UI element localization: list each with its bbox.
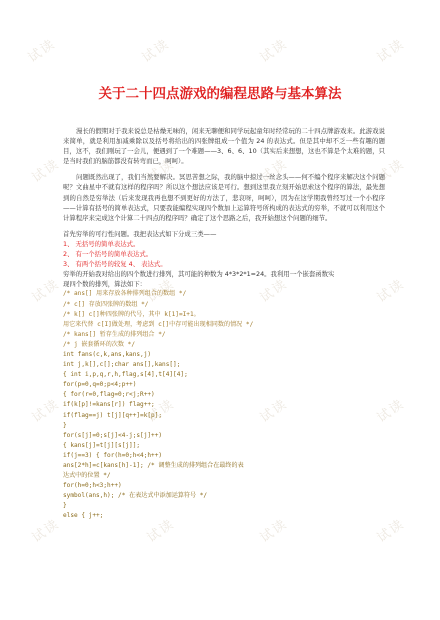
code-line: symbol(ans,h); /* 在表达式中添加运算符号 */: [63, 492, 208, 500]
watermark: 试读: [374, 276, 408, 306]
code-line: ans[2*h]=c[kans[h]-1]; /* 调整生成的排列组合在最终的表: [63, 462, 244, 469]
text-lines: [63, 229, 385, 522]
watermark: 试读: [29, 276, 63, 306]
code-line: }: [63, 502, 67, 510]
watermark: 试读: [29, 156, 63, 186]
watermark: 试读: [374, 396, 408, 426]
watermark: 试读: [257, 36, 291, 66]
watermark: 试读: [144, 396, 178, 426]
watermark: 试读: [25, 36, 59, 66]
code-comment-line: 用它来代替 c[I]做处理，考虑到 c[]中存可能出现相同数的情况 */: [63, 320, 254, 328]
watermark: 试读: [29, 516, 63, 546]
watermark: 试读: [29, 396, 63, 426]
code-line: if(flag==j) t[j][q++]=k[p];: [63, 411, 163, 419]
code-line: for(s[j]=0;s[j]<4-j;s[j]++): [63, 431, 163, 439]
code-comment-line: /* ans[] 用来存放各种排列组合的数组 */: [63, 290, 187, 298]
code-comment-line: /* j 嵌套循环的次数 */: [63, 340, 136, 348]
code-line: int fans(c,k,ans,kans,j): [63, 350, 152, 358]
watermark: 试读: [144, 156, 178, 186]
list-item: 2、 有一个括号的简单表达式。: [63, 250, 153, 259]
code-line: if(j==3) { for(h=0;h<4;h++): [63, 451, 163, 459]
code-line: 达式中的位置 */: [63, 472, 111, 480]
watermark: 试读: [139, 36, 173, 66]
code-line: if(k[p]!=kans[r]) flag++;: [63, 401, 155, 409]
code-comment-line: /* kans[] 暂存生成的排列组合 */: [63, 330, 166, 338]
code-line: { kans[j]=t[j][s[j]];: [63, 441, 141, 449]
text-line: 穷举的开始我对给出的四个数进行排列，其可能的种数为 4*3*2*1=24。我利用一个嵌套函数实: [63, 270, 335, 279]
watermark: 试读: [257, 396, 291, 426]
list-item: 1、 无括号的简单表达式。: [63, 239, 140, 248]
code-line: }: [63, 421, 67, 429]
code-line: { int i,p,q,r,h,flag,s[4],t[4][4];: [63, 371, 188, 379]
code-comment-line: /* k[] c[]种四张牌的代号，其中 k[1]=I+1。: [63, 310, 200, 318]
watermark: 试读: [374, 156, 408, 186]
watermark: 试读: [257, 516, 291, 546]
code-line: { for(r=0,flag=0;r<j;R++): [63, 391, 155, 399]
document-body: [63, 126, 385, 522]
watermark: 试读: [144, 276, 178, 306]
code-line: for(h=0;h<3;h++): [63, 482, 122, 490]
text-line: 首先穷举的可行性问题。我把表达式如下分成三类——: [63, 229, 217, 238]
document-title: 关于二十四点游戏的编程思路与基本算法: [98, 86, 342, 102]
problem-paragraph: 问题既然出现了，我们当然要解决。冥思苦想之际，我的脑中掠过一丝念头——何不编个程序来解决这个问题呢？文曲星中不就有这样的程序吗？所以这个想法应该是可行。想到这里我立刻开始思索这个程序的算法，最先想到的自然是穷举法（后来发现我再也想不到更好的方法了，悲哀呀，呵呵），因为在这学期我曾经写过一个小程序——计算有括号的简单表达式，只要我能编程实现四个数加上运算符号所构成的表达式的穷举，不就可以利用这个计算程序来完成这个计算二十四点的程序吗？确定了这个思路之后，我开始想这个问题的细节。: [63, 173, 385, 222]
intro-paragraph: 漫长的假期对于我来说总是枯燥无味的，闲来无聊便和同学玩起童年时经常玩的二十四点牌游戏来。此游戏说来简单，就是利用加减乘除以及括号将给出的四张牌组成一个值为 24 的表达式。但是其中却不乏一些有趣的题目，这不，我们刚玩了一会儿，便遇到了一个难题——3、6、6、10（其实后来想想，这也不算是个太难的题，只是当时我们的脑筋都没有转弯而已，呵呵）。: [63, 127, 385, 166]
watermark: 试读: [257, 156, 291, 186]
watermark: 试读: [144, 516, 178, 546]
list-item: 3、 有两个括号的较复 4、 表达式。: [63, 260, 167, 269]
watermark: 试读: [374, 516, 408, 546]
code-comment-line: /* c[] 存放四张牌的数组 */: [63, 300, 149, 308]
code-line: else { j++;: [63, 512, 104, 520]
text-line: 现四个数的排列，算法如下：: [63, 280, 147, 289]
code-line: for(p=0,q=0;p<4;p++): [63, 381, 137, 389]
code-line: int j,k[],c[];char ans[],kans[];: [63, 361, 181, 369]
watermark: 试读: [257, 276, 291, 306]
watermark: 试读: [374, 36, 408, 66]
